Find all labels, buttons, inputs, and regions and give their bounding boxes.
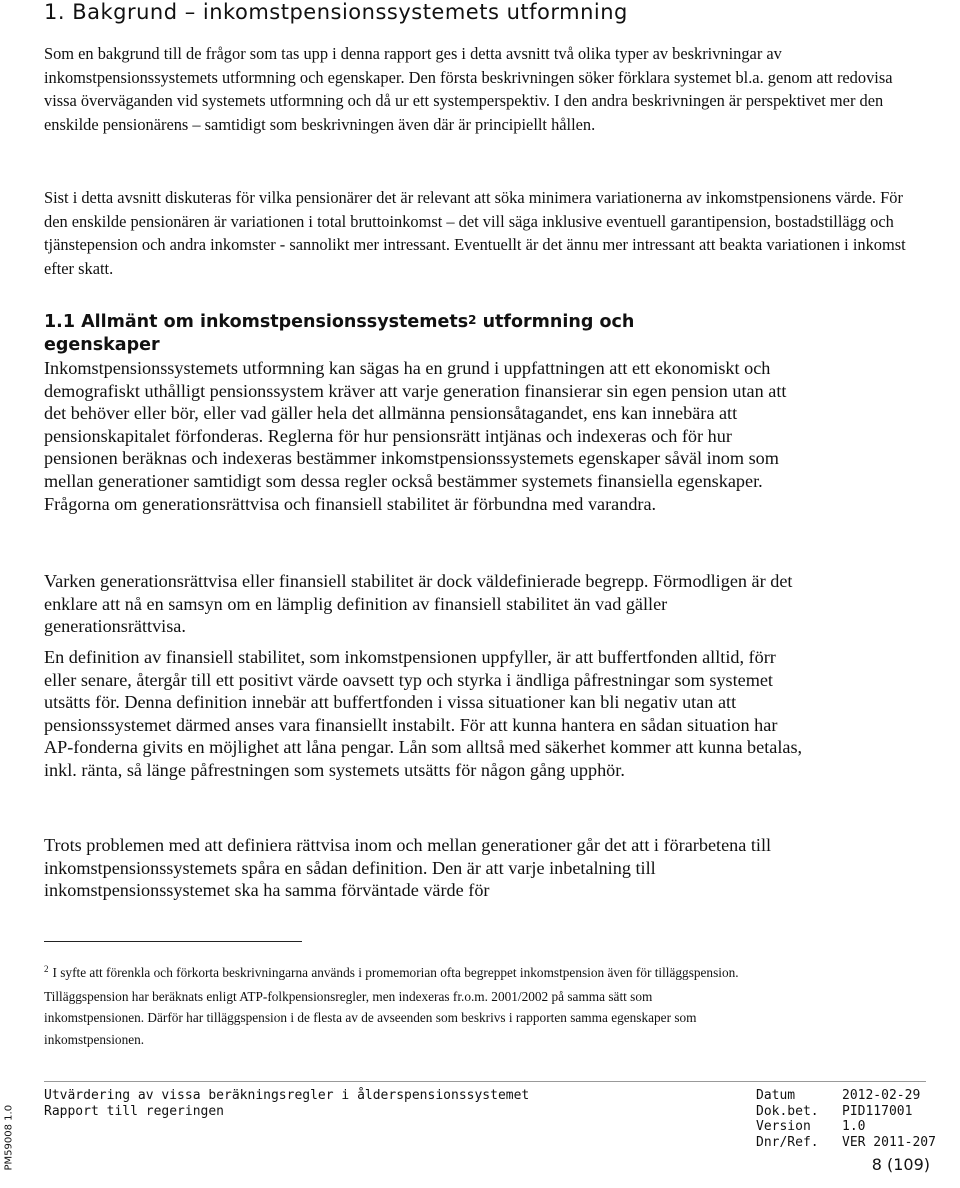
body-paragraph: En definition av finansiell stabilitet, som inkomstpensionen uppfyller, är att buffertfonden alltid, förr eller senare, återgår till ett positivt värde oavsett typ och styrka i ändliga påfrestningar som systemet utsätts för. Denna definition innebär att buffertfonden i vissa situationer kan bli negativ utan att pensionssystemet därmed anses vara finansiellt instabilt. För att kunna hantera en sådan situation har AP-fonderna givits en möjlighet att låna pengar. Lån som alltså med säkerhet kommer att kunna betalas, inkl. ränta, så länge påfrestningen som systemets utsätts för någon gång upphör. (44, 647, 803, 780)
meta-row-version (756, 1119, 936, 1135)
body-paragraph: Inkomstpensionssystemets utformning kan sägas ha en grund i uppfattningen att ett ekonomiskt och demografiskt uthålligt pensionssystem kräver att varje generation finansierar sin egen pension utan att det behöver eller bör, eller vad gäller hela det allmänna pensionsåtagandet, ens kan innebära att pensionskapitalet förfonderas. Reglerna för hur pensionsrätt intjänas och indexeras och för hur pensionen beräknas och indexeras bestämmer inkomstpensionssystemets egenskaper såväl inom som mellan generationer samtidigt som dessa regler också bestämmer systemets finansiella egenskaper. Frågorna om generationsrättvisa och finansiell stabilitet är förbundna med varandra. (44, 358, 787, 514)
footer-title: Utvärdering av vissa beräkningsregler i ålderspensionssystemet (44, 1088, 530, 1103)
intro-paragraph: Som en bakgrund till de frågor som tas upp i denna rapport ges i detta avsnitt två olika typer av beskrivningar av inkomstpensionssystemets utformning och egenskaper. Den första beskrivningen söker förklara systemet bl.a. genom att redovisa vissa överväganden vid systemets utformning och då ur ett systemperspektiv. I den andra beskrivningen är perspektivet mer den enskilde pensionärens – samtidigt som beskrivningen även där är principiellt hållen. (44, 44, 893, 134)
body-paragraph: Varken generationsrättvisa eller finansiell stabilitet är dock väldefinierade begrepp. Förmodligen är det enklare att nå en samsyn om en lämplig definition av finansiell stabilitet än vad gäller generationsrättvisa. (44, 571, 793, 637)
meta-value: 2012-02-29 (842, 1088, 921, 1103)
footnote-text: I syfte att förenkla och förkorta beskrivningarna används i promemorian ofta begreppet inkomstpension även för tilläggspension. Tilläggspension har beräknats enligt ATP-folkpensionsregler, men indexeras fr.o.m. 2001/2002 på samma sätt som inkomstpensionen. Därför har tilläggspension i de flesta av de avseenden som beskrivs i rapporten samma egenskaper som inkomstpensionen. (44, 965, 739, 1047)
footer-metadata (756, 1088, 936, 1150)
meta-label: Datum (756, 1088, 796, 1103)
footnote (44, 962, 744, 1050)
intro-paragraph: Sist i detta avsnitt diskuteras för vilka pensionärer det är relevant att söka minimera variationerna av inkomstpensionens värde. För den enskilde pensionären är variationen i total bruttoinkomst – det vill säga inklusive eventuell garantipension, bostadstillägg och tjänstepension och andra inkomster - sannolikt mer intressant. Eventuellt är det ännu mer intressant att beakta variationen i inkomst efter skatt. (44, 188, 906, 278)
footnote-reference: 2 (468, 313, 477, 327)
meta-value: VER 2011-207 (842, 1134, 936, 1150)
body-paragraph: Trots problemen med att definiera rättvisa inom och mellan generationer går det att i förarbetena till inkomstpensionssystemets spåra en sådan definition. Den är att varje inbetalning till inkomstpensionssystemet ska ha samma förväntade värde för (44, 835, 772, 901)
subsection-heading-text: 1.1 Allmänt om inkomstpensionssystemets (44, 312, 469, 332)
meta-label: Version (756, 1119, 811, 1134)
page-number: 8 (109) (871, 1155, 930, 1174)
meta-value: 1.0 (842, 1119, 866, 1134)
footer-subtitle: Rapport till regeringen (44, 1103, 225, 1119)
form-code: PM59008 1.0 (3, 1104, 15, 1171)
subsection-heading (44, 311, 744, 356)
footer-document-info (44, 1088, 529, 1119)
subsection-heading-text: utformning och egenskaper (44, 312, 635, 355)
meta-value: PID117001 (842, 1103, 913, 1119)
meta-label: Dok.bet. (756, 1103, 819, 1119)
footnote-separator (44, 941, 302, 942)
meta-row-dnr (756, 1135, 936, 1151)
meta-label: Dnr/Ref. (756, 1134, 819, 1150)
section-heading: 1. Bakgrund – inkomstpensionssystemets utformning (44, 0, 628, 24)
footnote-number: 2 (44, 964, 49, 974)
meta-row-docref (756, 1104, 936, 1120)
footer-separator (44, 1081, 926, 1082)
meta-row-date (756, 1088, 936, 1104)
